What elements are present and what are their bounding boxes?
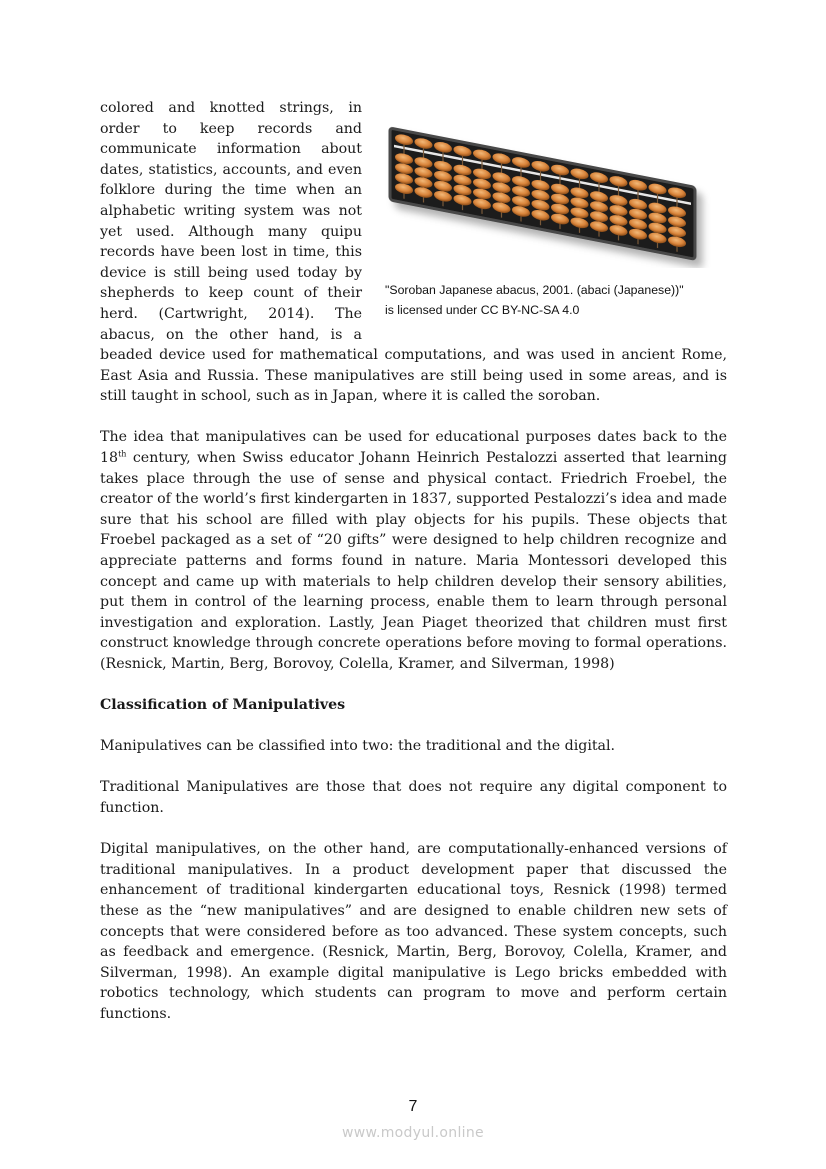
- history-text-rest: century, when Swiss educator Johann Heinrich Pestalozzi asserted that learning takes place through the use of sense and physical contact. Friedrich Froebel, the creator of the world’s first kindergarten in 1837, supported Pestalozzi’s idea and made sure that his school are filled with play objects for his pupils. These objects that Froebel packaged as a set of “20 gifts” were designed to help children recognize and appreciate patterns and forms found in nature. Maria Montessori developed this concept and came up with materials to help children develop their sensory abilities, put them in control of the learning process, enable them to learn through personal investigation and exploration. Lastly, Jean Piaget theorized that children must first construct knowledge through concrete operations before moving to formal operations. (Resnick, Martin, Berg, Borovoy, Colella, Kramer, and Silverman, 1998): [100, 449, 727, 672]
- figure-caption: [385, 280, 727, 320]
- caption-line-1: "Soroban Japanese abacus, 2001. (abaci (Japanese))": [385, 283, 684, 297]
- classification-paragraph-3: Digital manipulatives, on the other hand, are computationally-enhanced versions of traditional manipulatives. In a product development paper that discussed the enhancement of traditional kindergarten educational toys, Resnick (1998) termed these as the “new manipulatives” and are designed to enable children new sets of concepts that were considered before as too advanced. These system concepts, such as feedback and emergence. (Resnick, Martin, Berg, Borovoy, Colella, Kramer, and Silverman, 1998). An example digital manipulative is Lego bricks embedded with robotics technology, which students can program to move and perform certain functions.: [100, 841, 727, 1022]
- caption-line-2: is licensed under CC BY-NC-SA 4.0: [385, 303, 580, 317]
- intro-left-column: [100, 98, 362, 345]
- intro-paragraph-start: colored and knotted strings, in order to keep records and communicate information about dates, statistics, accounts, and even folklore during the time when an alphabetic writing system was not yet used. Although many quipu records have been lost in time, this device is still being used today by shepherds to keep count of their herd. (Cartwright, 2014). The abacus, on the other hand, is a: [100, 100, 362, 343]
- ordinal-superscript: th: [118, 449, 127, 459]
- history-text-start: The idea that manipulatives can be used for educational purposes dates back to the 18: [100, 429, 727, 466]
- document-page: [100, 98, 727, 1045]
- abacus-figure: [382, 118, 727, 320]
- page-number: 7: [408, 1098, 418, 1115]
- intro-with-figure: [100, 98, 727, 345]
- classification-paragraph-2: Traditional Manipulatives are those that does not require any digital component to function.: [100, 779, 727, 817]
- history-paragraph: [100, 427, 727, 674]
- classification-paragraph-1: Manipulatives can be classified into two: the traditional and the digital.: [100, 738, 616, 755]
- section-heading: Classification of Manipulatives: [100, 697, 346, 714]
- intro-paragraph-continuation: beaded device used for mathematical computations, and was used in ancient Rome, East Asia and Russia. These manipulatives are still being used in some areas, and is still taught in school, such as in Japan, where it is called the soroban.: [100, 347, 727, 405]
- watermark-url: www.modyul.online: [342, 1125, 484, 1141]
- soroban-abacus-image: [382, 118, 712, 268]
